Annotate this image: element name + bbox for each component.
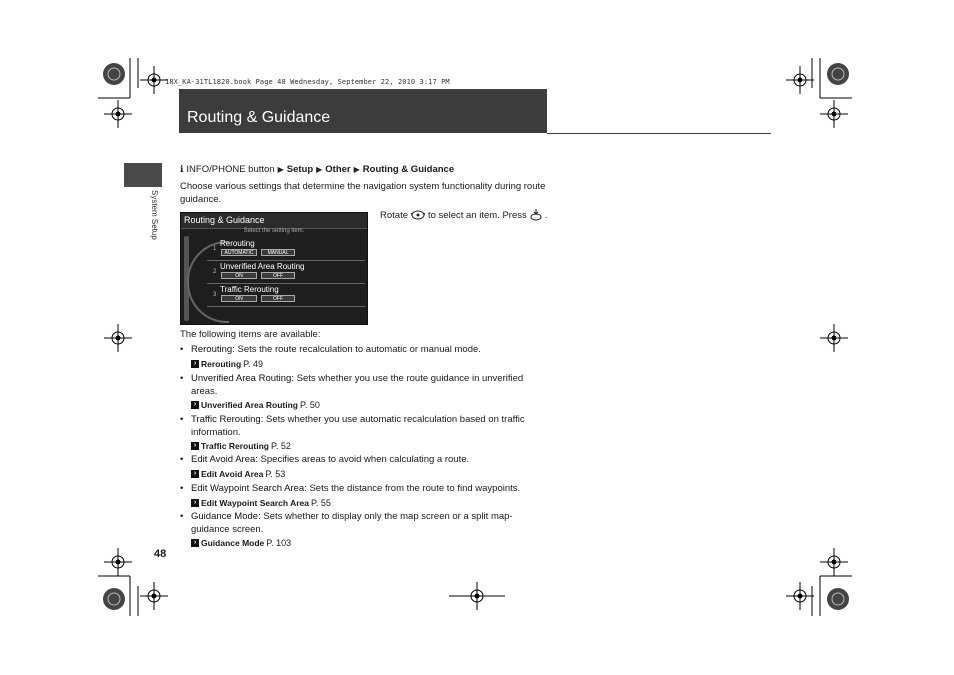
registration-cross-bottom-left-2 bbox=[104, 548, 132, 576]
intro-text: Choose various settings that determine the navigation system functionality during route guidance. bbox=[180, 181, 546, 205]
title-rule bbox=[547, 133, 771, 134]
screen-btn-on: ON bbox=[221, 272, 257, 279]
screen-title: Routing & Guidance bbox=[184, 215, 265, 225]
reference-arrow-icon: › bbox=[191, 470, 199, 478]
cross-reference[interactable] bbox=[191, 440, 550, 453]
screen-subtitle: Select the setting item. bbox=[243, 228, 305, 234]
ref-page: P. 49 bbox=[243, 358, 263, 369]
ref-title: Traffic Rerouting bbox=[201, 441, 270, 451]
ref-title: Rerouting bbox=[201, 358, 242, 369]
item-desc: : Specifies areas to avoid when calculating a route. bbox=[255, 454, 470, 465]
items-intro: The following items are available: bbox=[180, 329, 321, 340]
ref-page: P. 50 bbox=[299, 400, 320, 410]
list-item bbox=[180, 344, 550, 370]
reference-arrow-icon: › bbox=[191, 539, 199, 547]
registration-cross-bottom-left bbox=[140, 582, 168, 610]
arrow-right-icon: ▶ bbox=[353, 165, 360, 174]
item-desc: : Sets whether you use automatic recalculation based on traffic information. bbox=[191, 414, 525, 438]
list-item bbox=[180, 454, 550, 480]
screen-row-number: 2 bbox=[213, 269, 217, 275]
screen-row-traffic bbox=[207, 284, 365, 307]
rotate-knob-icon bbox=[411, 210, 425, 221]
ref-page: P. 103 bbox=[266, 538, 292, 548]
reference-arrow-icon: › bbox=[191, 401, 199, 409]
bullet: • bbox=[180, 511, 184, 522]
item-desc: : Sets the distance from the route to find waypoints. bbox=[304, 483, 521, 494]
registration-cross-top-right bbox=[786, 66, 814, 94]
registration-cross-mid-right bbox=[820, 324, 848, 352]
screen-row-label: Rerouting bbox=[220, 239, 255, 248]
registration-cross-top-right-2 bbox=[820, 100, 848, 128]
bullet: • bbox=[180, 454, 184, 465]
page-number: 48 bbox=[154, 548, 167, 560]
breadcrumb bbox=[180, 164, 454, 175]
cross-reference[interactable] bbox=[191, 358, 550, 371]
print-header: 18X_KA-31TL1820.book Page 48 Wednesday, September 22, 2010 3:17 PM bbox=[165, 78, 450, 86]
instruction-before: Rotate bbox=[380, 209, 408, 221]
breadcrumb-step-routing: Routing & Guidance bbox=[362, 164, 455, 175]
section-label: System Setup bbox=[150, 190, 159, 240]
item-term: Guidance Mode bbox=[191, 511, 259, 522]
nav-screen-image bbox=[180, 212, 368, 325]
item-desc: : Sets whether you use the route guidance in unverified areas. bbox=[191, 373, 524, 397]
info-phone-button-icon: ℹ bbox=[180, 164, 184, 174]
cross-reference[interactable] bbox=[191, 468, 550, 481]
section-tab bbox=[124, 163, 162, 187]
breadcrumb-prefix: INFO/PHONE button bbox=[186, 164, 275, 175]
registration-cross-mid-left bbox=[104, 324, 132, 352]
item-desc: : Sets whether to display only the map screen or a split map-guidance screen. bbox=[191, 511, 513, 535]
bullet: • bbox=[180, 414, 184, 425]
cross-reference[interactable] bbox=[191, 497, 550, 510]
screen-row-label: Traffic Rerouting bbox=[220, 285, 279, 294]
screen-header bbox=[181, 213, 367, 229]
instruction-middle: to select an item. Press bbox=[428, 209, 527, 221]
bullet: • bbox=[180, 483, 184, 494]
screen-row-number: 3 bbox=[213, 292, 217, 298]
press-knob-icon bbox=[530, 209, 542, 221]
instruction-after: . bbox=[544, 209, 548, 221]
item-term: Unverified Area Routing bbox=[191, 373, 292, 384]
ref-page: P. 52 bbox=[271, 441, 291, 451]
registration-cross-bottom-right-2 bbox=[820, 548, 848, 576]
ref-page: P. 53 bbox=[265, 468, 286, 479]
reference-arrow-icon: › bbox=[191, 499, 199, 507]
screen-btn-on: ON bbox=[221, 295, 257, 302]
ref-title: Edit Avoid Area bbox=[201, 468, 264, 479]
ref-title: Unverified Area Routing bbox=[201, 400, 298, 410]
screen-row-number: 1 bbox=[213, 246, 217, 252]
screen-btn-off: OFF bbox=[261, 295, 295, 302]
item-term: Edit Waypoint Search Area bbox=[191, 483, 305, 494]
screen-btn-off: OFF bbox=[261, 272, 295, 279]
bullet: • bbox=[180, 344, 184, 355]
reference-arrow-icon: › bbox=[191, 442, 199, 450]
page-title: Routing & Guidance bbox=[187, 109, 331, 126]
breadcrumb-step-setup: Setup bbox=[286, 164, 314, 175]
registration-cross-bottom-center bbox=[449, 582, 505, 610]
registration-cross-top-left bbox=[140, 66, 168, 94]
instruction-text bbox=[380, 209, 547, 221]
screen-btn-manual: MANUAL bbox=[261, 249, 295, 256]
ref-title: Edit Waypoint Search Area bbox=[201, 497, 310, 508]
item-term: Edit Avoid Area bbox=[191, 454, 256, 465]
arrow-right-icon: ▶ bbox=[277, 165, 284, 174]
cross-reference[interactable] bbox=[191, 537, 550, 550]
list-item bbox=[180, 373, 550, 412]
screen-row-rerouting bbox=[207, 238, 365, 261]
cross-reference[interactable] bbox=[191, 399, 550, 412]
item-desc: : Sets the route recalculation to automatic or manual mode. bbox=[232, 344, 481, 355]
registration-cross-bottom-right bbox=[786, 582, 814, 610]
ref-page: P. 55 bbox=[311, 497, 331, 508]
screen-btn-automatic: AUTOMATIC bbox=[221, 249, 257, 256]
ref-title: Guidance Mode bbox=[201, 538, 265, 548]
list-item bbox=[180, 483, 550, 509]
breadcrumb-step-other: Other bbox=[325, 164, 351, 175]
list-item bbox=[180, 511, 550, 550]
registration-cross-top-left-2 bbox=[104, 100, 132, 128]
item-term: Traffic Rerouting bbox=[191, 414, 261, 425]
screen-row-label: Unverified Area Routing bbox=[220, 262, 305, 271]
screen-row-unverified bbox=[207, 261, 365, 284]
reference-arrow-icon: › bbox=[191, 360, 199, 368]
arrow-right-icon: ▶ bbox=[316, 165, 323, 174]
list-item bbox=[180, 414, 550, 453]
item-term: Rerouting bbox=[191, 344, 233, 355]
bullet: • bbox=[180, 373, 184, 384]
